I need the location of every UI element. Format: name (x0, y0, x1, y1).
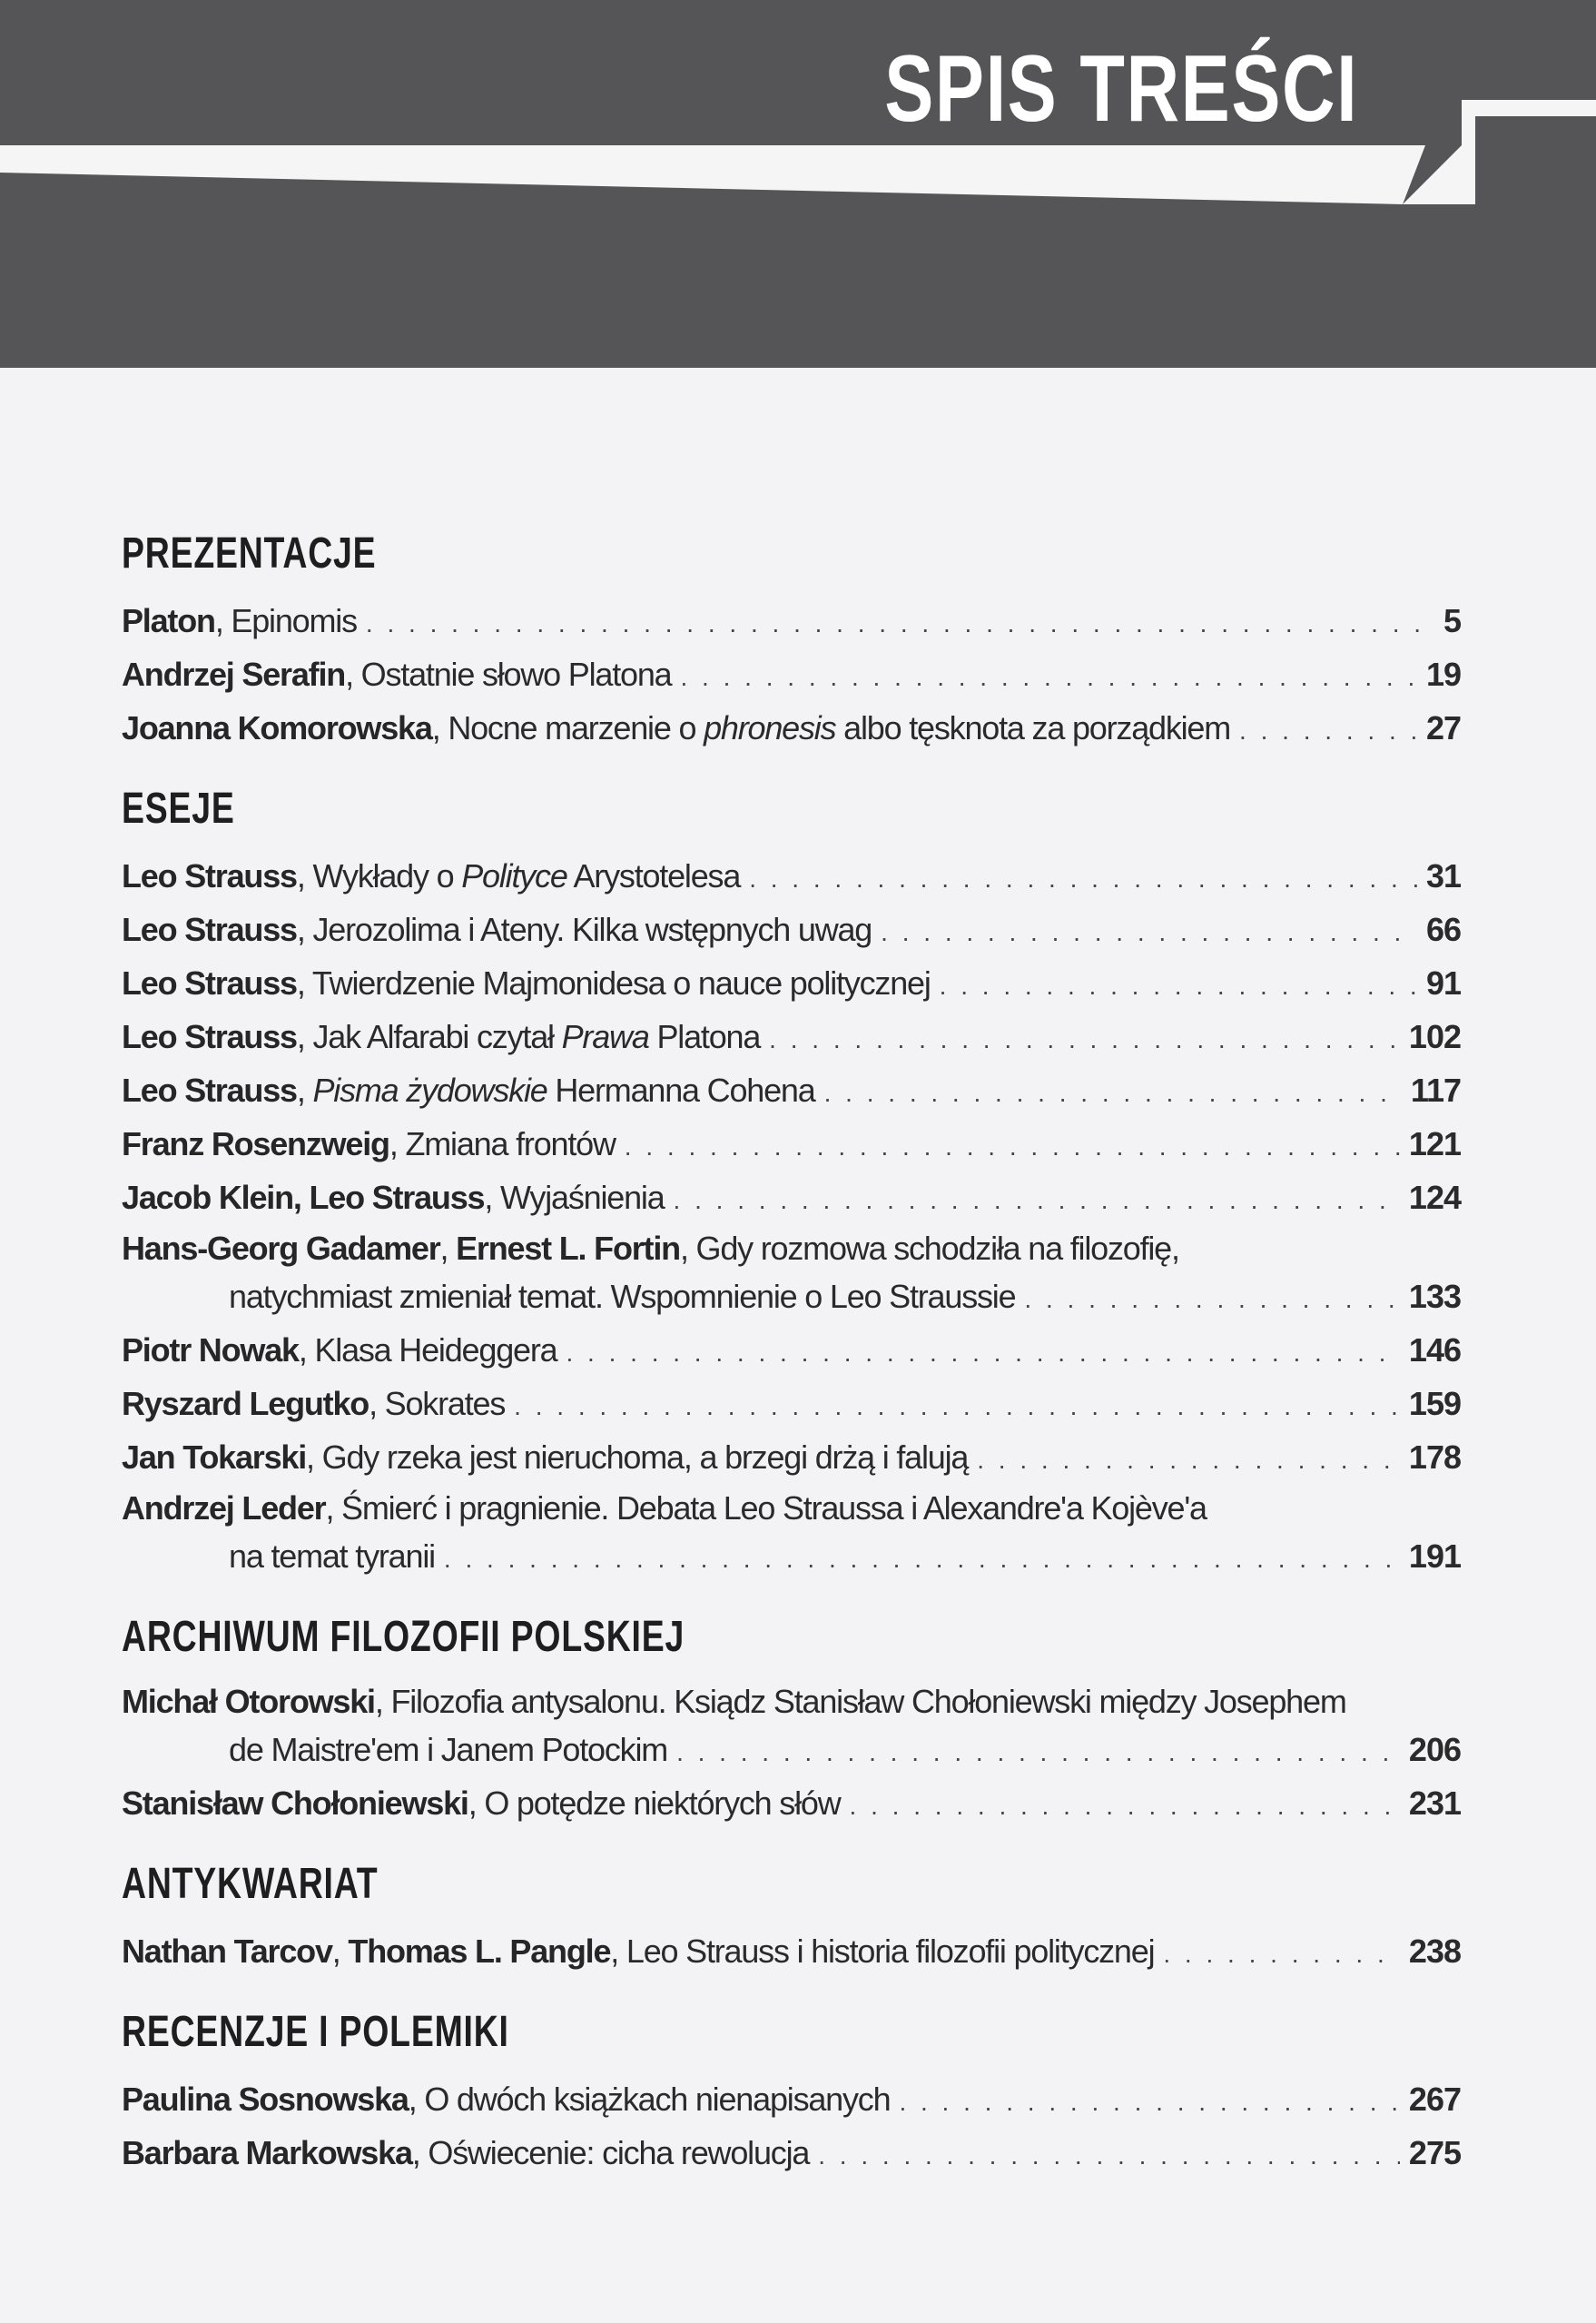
entry-author: Ryszard Legutko (122, 1385, 369, 1422)
entry-page: 275 (1408, 2134, 1461, 2171)
section-title: ESEJE (122, 785, 235, 833)
entry-title-continued: natychmiast zmieniał temat. Wspomnienie o Leo Straussie (229, 1278, 1016, 1315)
leader-dots (899, 2077, 1399, 2128)
entry-author: Paulina Sosnowska (122, 2081, 409, 2118)
leader-dots (1239, 706, 1417, 756)
leader-dots (1163, 1929, 1400, 1980)
section-recenzje (122, 2005, 1461, 2181)
entry-author: Piotr Nowak (122, 1331, 299, 1369)
section-antykwariat (122, 1857, 1461, 1980)
table-of-contents (122, 527, 1461, 2207)
toc-entry-multiline (122, 1486, 1461, 1585)
leader-dots (674, 1175, 1400, 1226)
entry-author: Thomas L. Pangle (348, 1933, 611, 1970)
leader-dots (444, 1534, 1400, 1585)
leader-dots (514, 1381, 1400, 1432)
entry-title: Nocne marzenie o phronesis albo tęsknota za porządkiem (448, 709, 1231, 746)
entry-author: Joanna Komorowska (122, 709, 432, 746)
entry-title: Leo Strauss i historia filozofii politycznej (626, 1933, 1155, 1970)
toc-entry: Paulina Sosnowska, O dwóch książkach nienapisanych . . . 267 (122, 2074, 1461, 2128)
entry-page: 5 (1443, 602, 1461, 639)
entry-title: , Gdy rozmowa schodziła na filozofię, (679, 1230, 1179, 1267)
entry-author: Hans-Georg Gadamer (122, 1230, 440, 1267)
entry-title: , Śmierć i pragnienie. Debata Leo Straussa i Alexandre'a Kojève'a (325, 1489, 1207, 1527)
toc-entry: Stanisław Chołoniewski, O potędze niektórych słów . . . 231 (122, 1778, 1461, 1832)
entry-page: 19 (1425, 656, 1461, 693)
toc-entry: Piotr Nowak, Klasa Heideggera . . . 146 (122, 1325, 1461, 1379)
toc-entry: Platon, Epinomis . . . 5 (122, 596, 1461, 649)
toc-entry: Leo Strauss, Jerozolima i Ateny. Kilka wstępnych uwag . . . 66 (122, 904, 1461, 958)
entry-page: 231 (1408, 1784, 1461, 1822)
entry-page: 159 (1408, 1385, 1461, 1422)
entry-title: Ostatnie słowo Platona (360, 656, 672, 693)
leader-dots (881, 907, 1417, 958)
leader-dots (566, 1328, 1399, 1379)
toc-entry: Andrzej Serafin, Ostatnie słowo Platona . . . 19 (122, 649, 1461, 703)
leader-dots (940, 961, 1417, 1012)
header-band (0, 0, 1596, 368)
leader-dots (366, 598, 1434, 649)
entry-title: O potędze niektórych słów (484, 1784, 841, 1822)
section-title: PREZENTACJE (122, 529, 377, 578)
entry-title-continued: na temat tyranii (229, 1537, 435, 1575)
toc-entry: Jacob Klein, Leo Strauss, Wyjaśnienia . . . 124 (122, 1172, 1461, 1226)
leader-dots (850, 1781, 1400, 1832)
entry-page: 124 (1408, 1179, 1461, 1216)
entry-page: 206 (1408, 1731, 1461, 1768)
toc-entry: Leo Strauss, Pisma żydowskie Hermanna Cohena . . . 117 (122, 1065, 1461, 1119)
entry-author: Jacob Klein, Leo Strauss (122, 1179, 485, 1216)
leader-dots (769, 1014, 1400, 1065)
entry-title: O dwóch książkach nienapisanych (424, 2081, 891, 2118)
entry-author: Leo Strauss (122, 911, 297, 948)
entry-page: 27 (1425, 709, 1461, 746)
entry-author: Leo Strauss (122, 964, 297, 1002)
toc-entry: Jan Tokarski, Gdy rzeka jest nieruchoma, a brzegi drżą i falują . . . 178 (122, 1432, 1461, 1486)
entry-page: 66 (1425, 911, 1461, 948)
leader-dots (1024, 1274, 1400, 1325)
entry-title: Jak Alfarabi czytał Prawa Platona (312, 1018, 761, 1055)
toc-entry-multiline: Hans-Georg Gadamer, Ernest L. Fortin, Gdy rozmowa schodziła na filozofię, natychmiast zmieniał temat. Wspomnienie o Leo Straussie . . . 133 (122, 1226, 1461, 1325)
entry-author: Andrzej Serafin (122, 656, 346, 693)
entry-author: Barbara Markowska (122, 2134, 412, 2171)
entry-title: Klasa Heideggera (314, 1331, 557, 1369)
entry-title-continued: de Maistre'em i Janem Potockim (229, 1731, 668, 1768)
entry-title: Sokrates (384, 1385, 506, 1422)
entry-page: 117 (1410, 1072, 1461, 1109)
entry-author: Michał Otorowski (122, 1683, 375, 1720)
page-title: SPIS TREŚCI (883, 36, 1358, 142)
toc-entry: Leo Strauss, Wykłady o Polityce Arystotelesa . . . 31 (122, 851, 1461, 904)
leader-dots (977, 1435, 1400, 1486)
leader-dots (680, 652, 1416, 703)
entry-page: 91 (1425, 964, 1461, 1002)
entry-title: Jerozolima i Ateny. Kilka wstępnych uwag (312, 911, 872, 948)
section-prezentacje (122, 527, 1461, 756)
leader-dots (625, 1122, 1400, 1172)
entry-author: Stanisław Chołoniewski (122, 1784, 468, 1822)
entry-author: Andrzej Leder (122, 1489, 326, 1527)
section-archiwum (122, 1610, 1461, 1832)
toc-entry: Leo Strauss, Jak Alfarabi czytał Prawa Platona . . . 102 (122, 1012, 1461, 1065)
entry-title: Pisma żydowskie Hermanna Cohena (312, 1072, 815, 1109)
entry-author: Jan Tokarski (122, 1438, 307, 1476)
entry-author: Ernest L. Fortin (456, 1230, 680, 1267)
entry-title: Gdy rzeka jest nieruchoma, a brzegi drżą i falują (321, 1438, 969, 1476)
entry-author: Leo Strauss (122, 1072, 297, 1109)
section-eseje (122, 782, 1461, 1585)
section-title: ARCHIWUM FILOZOFII POLSKIEJ (122, 1613, 685, 1661)
entry-page: 102 (1408, 1018, 1461, 1055)
section-title: ANTYKWARIAT (122, 1860, 379, 1908)
entry-title: Oświecenie: cicha rewolucja (428, 2134, 810, 2171)
entry-page: 133 (1408, 1278, 1461, 1315)
entry-author: Platon (122, 602, 215, 639)
entry-author: Leo Strauss (122, 857, 297, 895)
entry-title: Twierdzenie Majmonidesa o nauce politycznej (311, 964, 931, 1002)
leader-dots (818, 2130, 1400, 2181)
entry-title: Zmiana frontów (405, 1125, 616, 1162)
entry-author: Franz Rosenzweig (122, 1125, 389, 1162)
entry-page: 178 (1408, 1438, 1461, 1476)
toc-entry: Barbara Markowska, Oświecenie: cicha rewolucja . . . 275 (122, 2128, 1461, 2181)
toc-entry: Nathan Tarcov, Thomas L. Pangle, Leo Strauss i historia filozofii politycznej . . . 238 (122, 1926, 1461, 1980)
entry-author: Leo Strauss (122, 1018, 297, 1055)
toc-entry: Joanna Komorowska, Nocne marzenie o phronesis albo tęsknota za porządkiem . . . 27 (122, 703, 1461, 756)
entry-page: 31 (1425, 857, 1461, 895)
leader-dots (749, 854, 1417, 904)
entry-page: 191 (1408, 1537, 1461, 1575)
entry-page: 121 (1408, 1125, 1461, 1162)
entry-page: 238 (1408, 1933, 1461, 1970)
leader-dots (676, 1727, 1400, 1778)
entry-author: Nathan Tarcov (122, 1933, 332, 1970)
entry-title: Wykłady o Polityce Arystotelesa (312, 857, 741, 895)
toc-entry: Franz Rosenzweig, Zmiana frontów . . . 121 (122, 1119, 1461, 1172)
section-title: RECENZJE I POLEMIKI (122, 2008, 509, 2056)
entry-title: , Filozofia antysalonu. Ksiądz Stanisław Chołoniewski między Josephem (374, 1683, 1346, 1720)
entry-title: Epinomis (231, 602, 357, 639)
toc-entry-multiline (122, 1679, 1461, 1778)
entry-page: 146 (1408, 1331, 1461, 1369)
entry-page: 267 (1408, 2081, 1461, 2118)
entry-title: Wyjaśnienia (499, 1179, 665, 1216)
toc-entry: Leo Strauss, Twierdzenie Majmonidesa o nauce politycznej . . . 91 (122, 958, 1461, 1012)
toc-entry: Ryszard Legutko, Sokrates . . . 159 (122, 1379, 1461, 1432)
leader-dots (824, 1068, 1402, 1119)
